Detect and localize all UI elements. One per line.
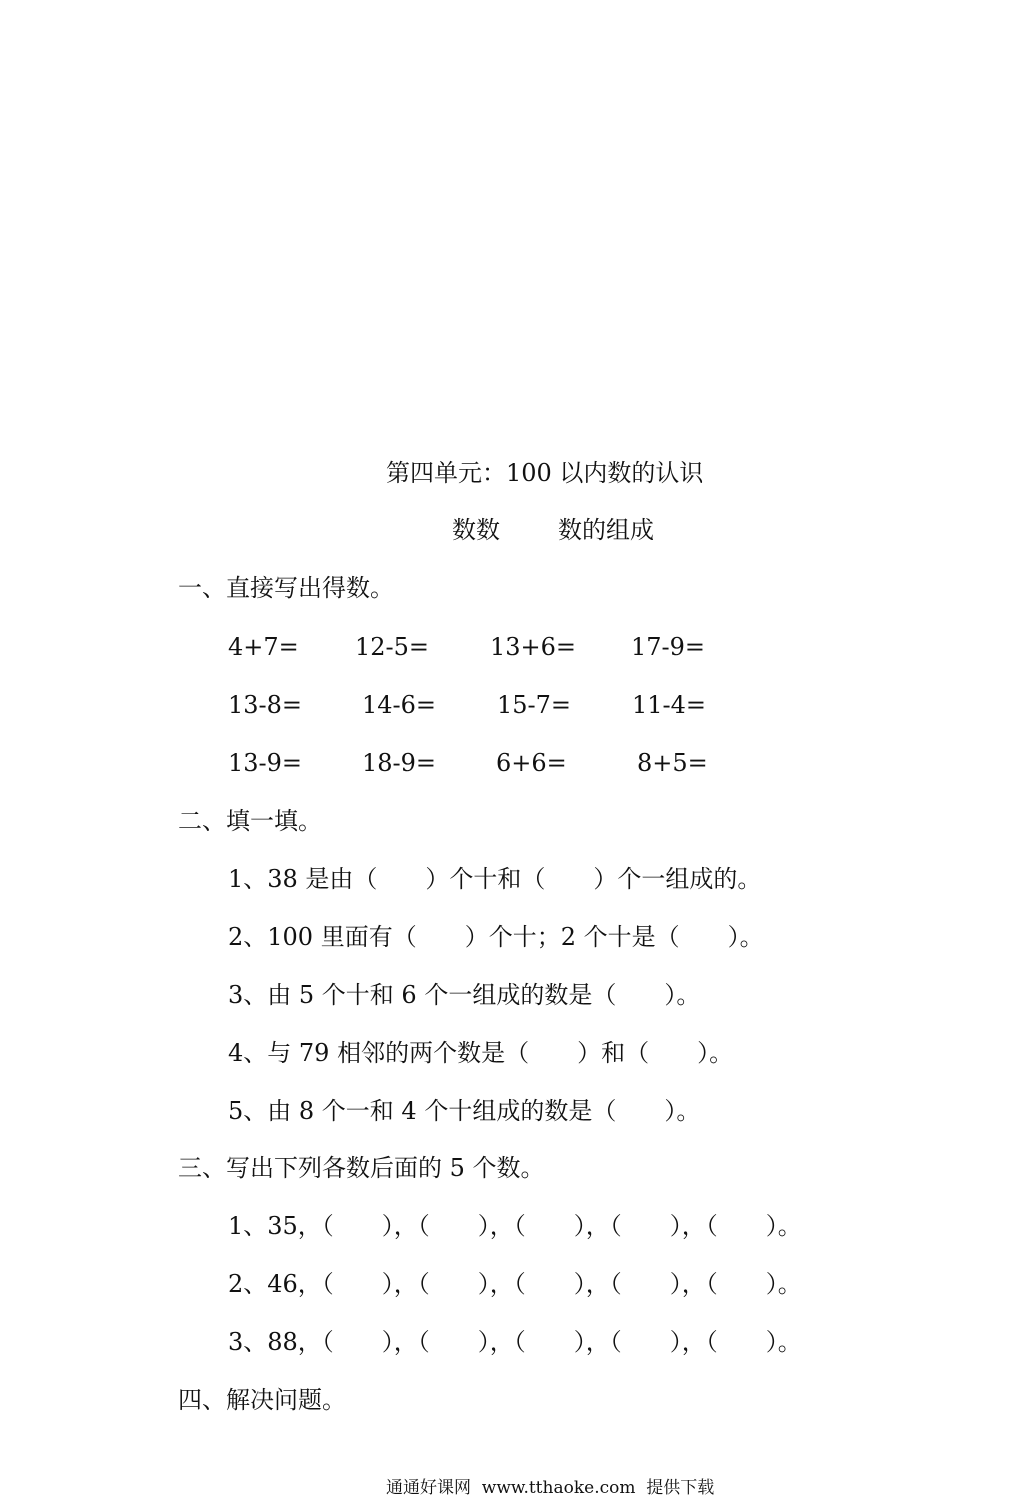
- section3-heading: 三、写出下列各数后面的 5 个数。: [178, 1154, 545, 1182]
- fill-item: 4、与 79 相邻的两个数是（ ）和（ ）。: [228, 1039, 734, 1067]
- sequence-item: 2、46，（ ），（ ），（ ），（ ），（ ）。: [228, 1270, 802, 1298]
- calc-problem: 8+5=: [637, 749, 708, 777]
- section4-heading: 四、解决问题。: [178, 1386, 346, 1414]
- calc-problem: 13+6=: [490, 633, 577, 661]
- calc-row: [228, 748, 828, 778]
- page-title: 第四单元：100 以内数的认识: [386, 459, 704, 487]
- calc-problem: 14-6=: [362, 691, 437, 719]
- section2-heading: 二、填一填。: [178, 807, 322, 835]
- calc-problem: 12-5=: [355, 633, 430, 661]
- calc-problem: 11-4=: [632, 691, 707, 719]
- calc-problem: 6+6=: [496, 749, 567, 777]
- sequence-item: 3、88，（ ），（ ），（ ），（ ），（ ）。: [228, 1328, 802, 1356]
- subtitle-counting: 数数: [452, 516, 500, 544]
- calc-problem: 13-9=: [228, 749, 303, 777]
- fill-item: 3、由 5 个十和 6 个一组成的数是（ ）。: [228, 981, 701, 1009]
- subtitle-composition: 数的组成: [558, 516, 654, 544]
- fill-item: 5、由 8 个一和 4 个十组成的数是（ ）。: [228, 1097, 701, 1125]
- calc-row: [228, 632, 828, 662]
- calc-problem: 15-7=: [497, 691, 572, 719]
- calc-problem: 18-9=: [362, 749, 437, 777]
- page-footer: 通通好课网 www.tthaoke.com 提供下载: [386, 1478, 715, 1498]
- calc-row: [228, 690, 828, 720]
- sequence-item: 1、35，（ ），（ ），（ ），（ ），（ ）。: [228, 1212, 802, 1240]
- section1-heading: 一、直接写出得数。: [178, 574, 394, 602]
- fill-item: 1、38 是由（ ）个十和（ ）个一组成的。: [228, 865, 762, 893]
- calc-problem: 17-9=: [631, 633, 706, 661]
- calc-problem: 13-8=: [228, 691, 303, 719]
- page-subtitle: [452, 515, 654, 545]
- fill-item: 2、100 里面有（ ）个十；2 个十是（ ）。: [228, 923, 764, 951]
- calc-problem: 4+7=: [228, 633, 299, 661]
